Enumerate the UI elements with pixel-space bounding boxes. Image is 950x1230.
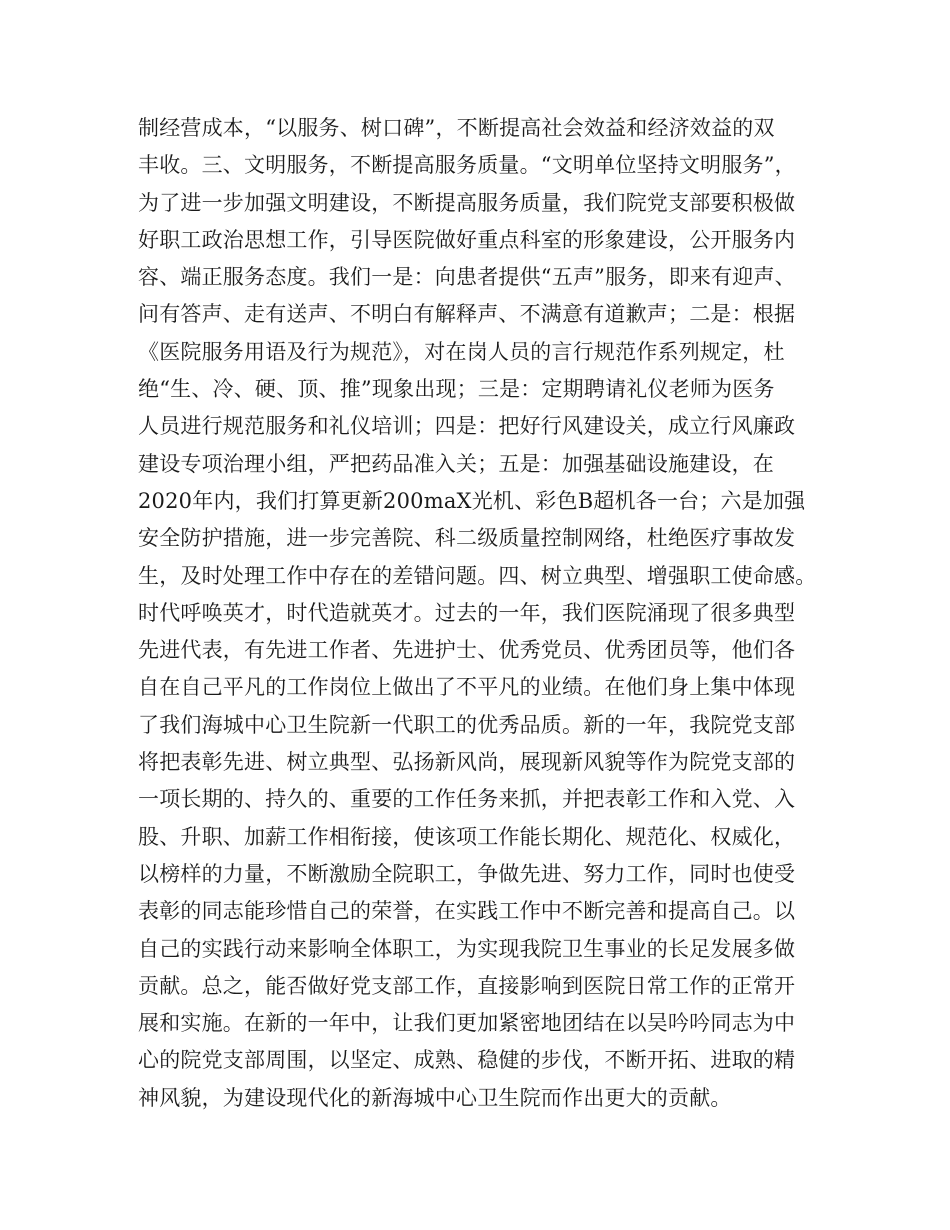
text-line: 生，及时处理工作中存在的差错问题。四、树立典型、增强职工使命感。 xyxy=(138,563,817,588)
text-line: 制经营成本，“以服务、树口碑”，不断提高社会效益和经济效益的双 xyxy=(138,116,775,140)
text-line: 以榜样的力量，不断激励全院职工，争做先进、努力工作，同时也使受 xyxy=(138,861,796,886)
text-line: 股、升职、加薪工作相衔接，使该项工作能长期化、规范化、权威化， xyxy=(138,824,796,849)
text-line: 将把表彰先进、树立典型、弘扬新风尚，展现新风貌等作为院党支部的 xyxy=(138,750,796,775)
text-line: 贡献。总之，能否做好党支部工作，直接影响到医院日常工作的正常开 xyxy=(138,973,796,998)
body-paragraph xyxy=(138,110,838,1117)
text-line: 安全防护措施，进一步完善院、科二级质量控制网络，杜绝医疗事故发 xyxy=(138,526,796,551)
text-line: 神风貌，为建设现代化的新海城中心卫生院而作出更大的贡献。 xyxy=(138,1085,732,1110)
text-line: 建设专项治理小组，严把药品准入关；五是：加强基础设施建设，在 xyxy=(138,451,774,476)
text-line: 一项长期的、持久的、重要的工作任务来抓，并把表彰工作和入党、入 xyxy=(138,787,796,812)
text-line: 先进代表，有先进工作者、先进护士、优秀党员、优秀团员等，他们各 xyxy=(138,638,796,663)
text-line: 人员进行规范服务和礼仪培训；四是：把好行风建设关，成立行风廉政 xyxy=(138,414,796,439)
text-line: 展和实施。在新的一年中，让我们更加紧密地团结在以吴吟吟同志为中 xyxy=(138,1011,796,1036)
text-line: 心的院党支部周围，以坚定、成熟、稳健的步伐，不断开拓、进取的精 xyxy=(138,1048,796,1073)
text-line: 时代呼唤英才，时代造就英才。过去的一年，我们医院涌现了很多典型 xyxy=(138,600,796,625)
text-line: 了我们海城中心卫生院新一代职工的优秀品质。新的一年，我院党支部 xyxy=(138,712,796,737)
text-line: 《医院服务用语及行为规范》，对在岗人员的言行规范作系列规定，杜 xyxy=(138,339,785,364)
text-line: 问有答声、走有送声、不明白有解释声、不满意有道歉声；二是：根据 xyxy=(138,302,796,327)
text-line: 自己的实践行动来影响全体职工，为实现我院卫生事业的长足发展多做 xyxy=(138,936,796,961)
text-line: 容、端正服务态度。我们一是：向患者提供“五声”服务，即来有迎声、 xyxy=(138,265,796,290)
text-line: 为了进一步加强文明建设，不断提高服务质量，我们院党支部要积极做 xyxy=(138,190,796,215)
text-line: 好职工政治思想工作，引导医院做好重点科室的形象建设，公开服务内 xyxy=(138,227,796,252)
text-line: 2020年内，我们打算更新200maX光机、彩色B超机各一台；六是加强 xyxy=(138,488,806,513)
text-line: 丰收。三、文明服务，不断提高服务质量。“文明单位坚持文明服务”， xyxy=(138,153,796,178)
text-line: 绝“生、冷、硬、顶、推”现象出现；三是：定期聘请礼仪老师为医务 xyxy=(138,377,775,402)
text-line: 自在自己平凡的工作岗位上做出了不平凡的业绩。在他们身上集中体现 xyxy=(138,675,796,700)
text-line: 表彰的同志能珍惜自己的荣誉，在实践工作中不断完善和提高自己。以 xyxy=(138,899,796,924)
